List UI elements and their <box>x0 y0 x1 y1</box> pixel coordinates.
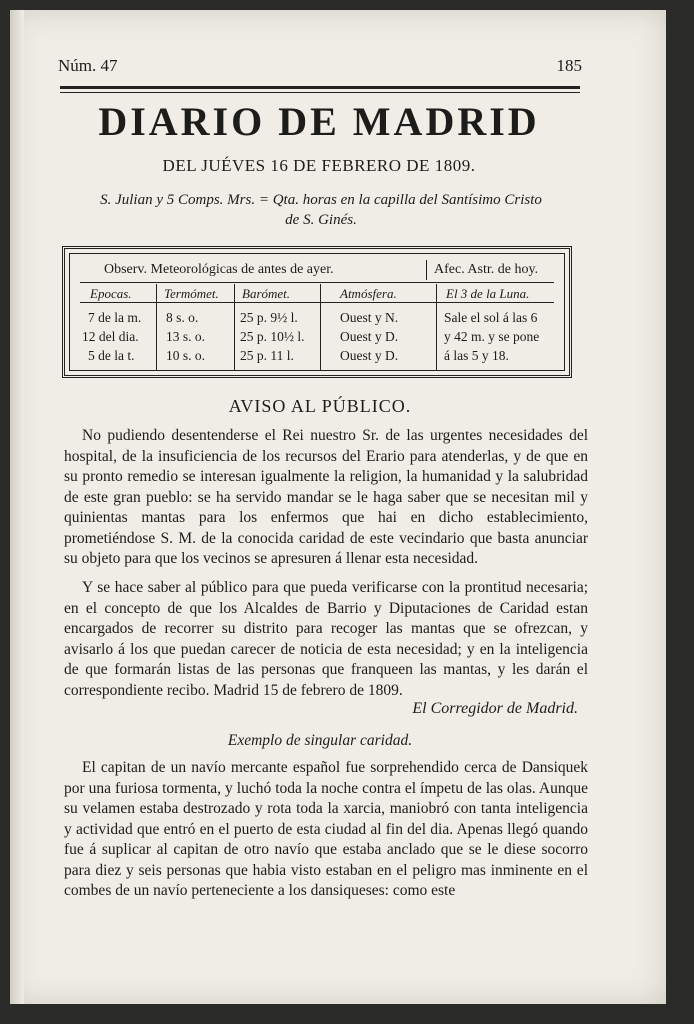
article-paragraph-1: No pudiendo desentenderse el Rei nuestro Sr. de las urgentes necesidades del hospital, de la insuficiencia de los recursos del Erario para atenderlas, y de que en su pronto remedio se interesan igualmente la religion, la humanidad y la salubridad de este gran pueblo: se ha servido mandar se le haga saber que se necesitan mil y quinientas mantas para los enfermos que hai en dicho establecimiento, prometiéndose S. M. de la conocida caridad de este vecindario que basta anunciar su objeto para que los vecinos se apresuren á llenar esta necesidad. <box>64 427 588 567</box>
row3-baro: 25 p. 11 l. <box>240 348 294 363</box>
astro-line-2: y 42 m. y se pone <box>444 329 540 344</box>
saints-line-1: S. Julian y 5 Comps. Mrs. = Qta. horas en la capilla del Santísimo Cristo <box>100 192 542 208</box>
astro-line-1: Sale el sol á las 6 <box>444 310 538 325</box>
weather-table-inner-border <box>69 253 565 371</box>
issue-number: Núm. 47 <box>58 56 118 75</box>
col-divider-1 <box>156 284 157 370</box>
heading-divider <box>426 260 427 280</box>
row2-baro: 25 p. 10½ l. <box>240 329 305 344</box>
article-subtitle: Exemplo de singular caridad. <box>227 732 413 749</box>
astro-line-3: á las 5 y 18. <box>444 348 509 363</box>
weather-table <box>62 246 572 378</box>
newspaper-page <box>10 10 666 1004</box>
dateline: DEL JUÉVES 16 DE FEBRERO DE 1809. <box>162 156 476 175</box>
page-spine-shadow <box>10 10 24 1004</box>
weather-header-rule <box>80 282 554 283</box>
col-divider-4 <box>436 284 437 370</box>
col-epocas: Epocas. <box>90 286 132 301</box>
row1-atmos: Ouest y N. <box>340 310 399 325</box>
saints-line <box>56 190 586 230</box>
col-termometro: Termómet. <box>164 286 219 301</box>
weather-columns-rule <box>80 302 554 303</box>
col-atmosfera: Atmósfera. <box>340 286 397 301</box>
row3-epoca: 5 de la t. <box>88 348 135 363</box>
col-barometro: Barómet. <box>242 286 291 301</box>
weather-heading-left: Observ. Meteorológicas de antes de ayer. <box>104 262 334 277</box>
row1-baro: 25 p. 9½ l. <box>240 310 298 325</box>
col-divider-3 <box>320 284 321 370</box>
col-astro: El 3 de la Luna. <box>446 286 530 301</box>
masthead-title: DIARIO DE MADRID <box>98 99 540 144</box>
col-divider-2 <box>234 284 235 370</box>
row2-atmos: Ouest y D. <box>340 329 399 344</box>
article-paragraph-2: Y se hace saber al público para que pueda verificarse con la prontitud necesaria; en el concepto de que los Alcaldes de Barrio y Diputaciones de Caridad estan encargados de recorrer su distrito para recoger las mantas que se ofrezcan, y avisarlo á los que puedan carecer de noticia de esta necesidad; y en la inteligencia de que formarán listas de las personas que franqueen las mantas, y les darán el correspondiente recibo. Madrid 15 de febrero de 1809. <box>64 579 588 699</box>
article-signature: El Corregidor de Madrid. <box>412 700 578 717</box>
row1-termo: 8 s. o. <box>166 310 199 325</box>
top-rule-thin <box>60 92 580 93</box>
row2-epoca: 12 del dia. <box>82 329 139 344</box>
page-number: 185 <box>556 56 582 75</box>
weather-heading-right: Afec. Astr. de hoy. <box>434 262 539 277</box>
saints-line-2: de S. Ginés. <box>285 212 357 228</box>
row1-epoca: 7 de la m. <box>88 310 142 325</box>
row3-atmos: Ouest y D. <box>340 348 399 363</box>
article-paragraph-3: El capitan de un navío mercante español fue sorprehendido cerca de Dansiquek por una furiosa tormenta, y luchó toda la noche contra el ímpetu de las olas. Aunque su velamen estaba destrozado y rota toda la xarcia, maniobró con tanta inteligencia y actividad que entró en el puerto de esta ciudad al fin del dia. Apenas llegó quando fue á suplicar al capitan de otro navío que estaba anclado que se le diese socorro para diez y seis personas que habia visto estaban en el peligro mas inminente en el combes de un navío perteneciente a los dansiqueses: como este <box>64 759 588 899</box>
top-rule <box>60 86 580 89</box>
article-title: AVISO AL PÚBLICO. <box>228 396 412 416</box>
row3-termo: 10 s. o. <box>166 348 206 363</box>
row2-termo: 13 s. o. <box>166 329 206 344</box>
